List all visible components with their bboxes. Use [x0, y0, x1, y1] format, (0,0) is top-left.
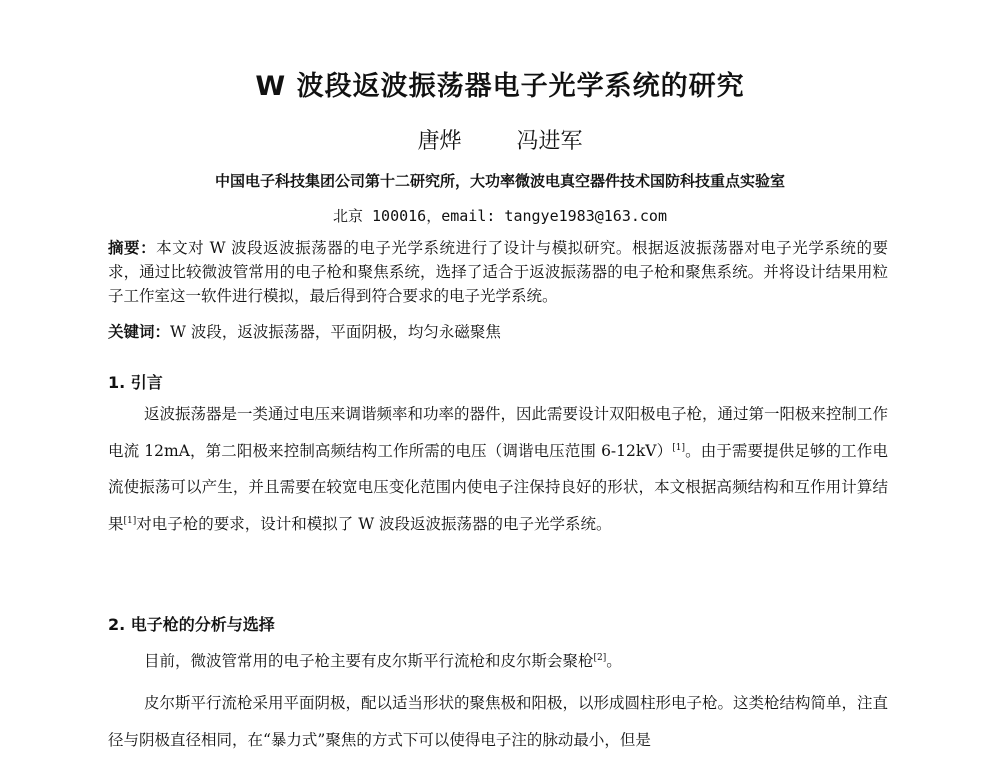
paragraph-text: 皮尔斯平行流枪采用平面阴极，配以适当形状的聚焦极和阳极，以形成圆柱形电子枪。这类枪结构简单，注直径与阴极直径相同，在“暴力式”聚焦的方式下可以使得电子注的脉动最小，但是 — [108, 694, 889, 749]
paragraph-text: 对电子枪的要求，设计和模拟了 W 波段返波振荡器的电子光学系统。 — [136, 514, 612, 533]
keywords-text: W 波段，返波振荡器，平面阴极，均匀永磁聚焦 — [170, 323, 501, 341]
paragraph-text: 返波振荡器是一类通过电压来调谐频率和功率的器件，因此需要设计双阳极电子枪，通过第一阳极来控制工作电流 12mA，第二阳极来控制高频结构工作所需的电压（调谐电压范围 6-12kV） — [108, 405, 889, 460]
author-name: 冯进军 — [516, 129, 583, 154]
affiliation: 中国电子科技集团公司第十二研究所，大功率微波电真空器件技术国防科技重点实验室 — [214, 172, 785, 190]
citation-ref: [2] — [593, 652, 607, 663]
abstract-label: 摘要： — [108, 239, 157, 257]
section1-paragraph — [108, 396, 888, 542]
abstract — [108, 236, 888, 308]
paragraph-text: 目前，微波管常用的电子枪主要有皮尔斯平行流枪和皮尔斯会聚枪 — [144, 652, 594, 670]
citation-ref: [1] — [123, 515, 137, 526]
abstract-text: 本文对 W 波段返波振荡器的电子光学系统进行了设计与模拟研究。根据返波振荡器对电子光学系统的要求，通过比较微波管常用的电子枪和聚焦系统，选择了适合于返波振荡器的电子枪和聚焦系统。并将设计结果用粒子工作室这一软件进行模拟，最后得到符合要求的电子光学系统。 — [108, 239, 888, 305]
author-list — [0, 124, 1000, 155]
section2-paragraph-1 — [108, 643, 888, 680]
keywords — [108, 320, 888, 342]
section-heading-electron-gun: 2. 电子枪的分析与选择 — [108, 615, 275, 634]
section-heading-introduction: 1. 引言 — [108, 373, 163, 392]
section2-paragraph-2 — [108, 685, 888, 758]
address-email: 北京 100016，email: tangye1983@163.com — [333, 207, 667, 225]
citation-ref: [1] — [672, 442, 685, 453]
keywords-label: 关键词： — [108, 323, 171, 341]
paragraph-text: 。由于需要提供足够的工作电流使振荡可以产生，并且需要在较宽电压变化范围内使电子注保持良好的形状，本文根据高频结构和互作用计算结果 — [108, 441, 888, 533]
author-name: 唐烨 — [417, 129, 462, 154]
paper-title: W 波段返波振荡器电子光学系统的研究 — [255, 71, 745, 102]
paragraph-text: 。 — [606, 652, 622, 670]
